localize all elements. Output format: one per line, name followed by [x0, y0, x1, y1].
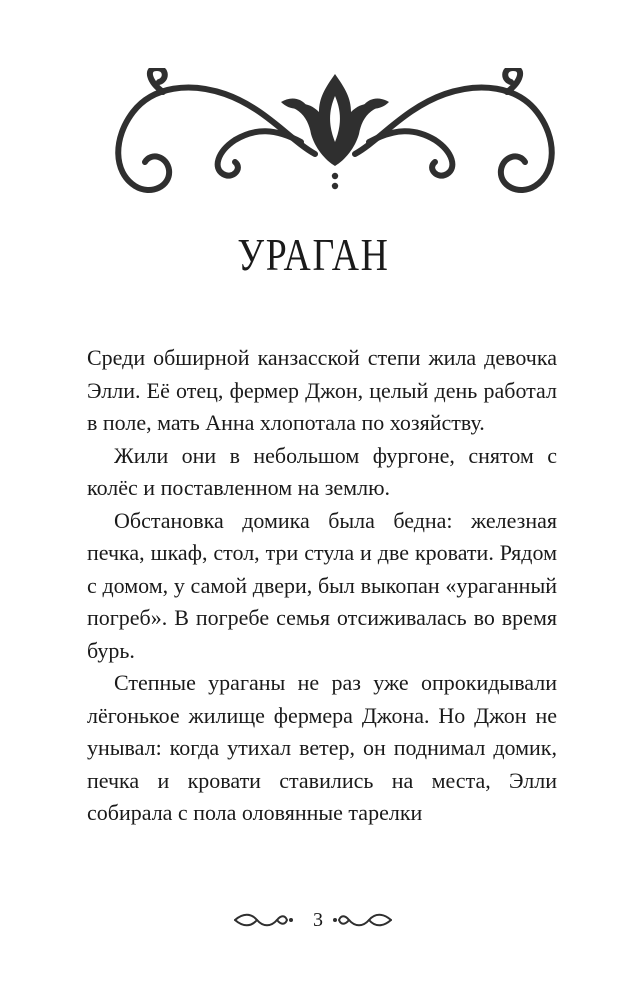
- footer-flourish-left-icon: [233, 911, 293, 929]
- decorative-flourish-ornament: [105, 68, 565, 200]
- paragraph: Среди обширной канзасской степи жила девочка Элли. Её отец, фермер Джон, целый день работал в поле, мать Анна хлопотала по хозяйству.: [87, 345, 557, 435]
- paragraph: Обстановка домика была бедна: железная печка, шкаф, стол, три стула и две кровати. Рядом с домом, у самой двери, был выкопан «ураганный погреб». В погребе семья отсиживалась во время бурь.: [87, 507, 557, 663]
- chapter-title: УРАГАН: [237, 229, 390, 280]
- footer-flourish-right-icon: [333, 911, 393, 929]
- paragraph: Степные ураганы не раз уже опрокидывали лёгонькое жилище фермера Джона. Но Джон не унывал: когда утихал ветер, он поднимал домик, печка и кровати ставились на места, Элли собирала с пола оловянные тарелки: [87, 670, 557, 825]
- body-text: [87, 342, 557, 830]
- page-number: 3: [313, 909, 323, 931]
- page-footer: [0, 906, 625, 936]
- paragraph: Жили они в небольшом фургоне, снятом с колёс и поставленном на землю.: [87, 442, 557, 500]
